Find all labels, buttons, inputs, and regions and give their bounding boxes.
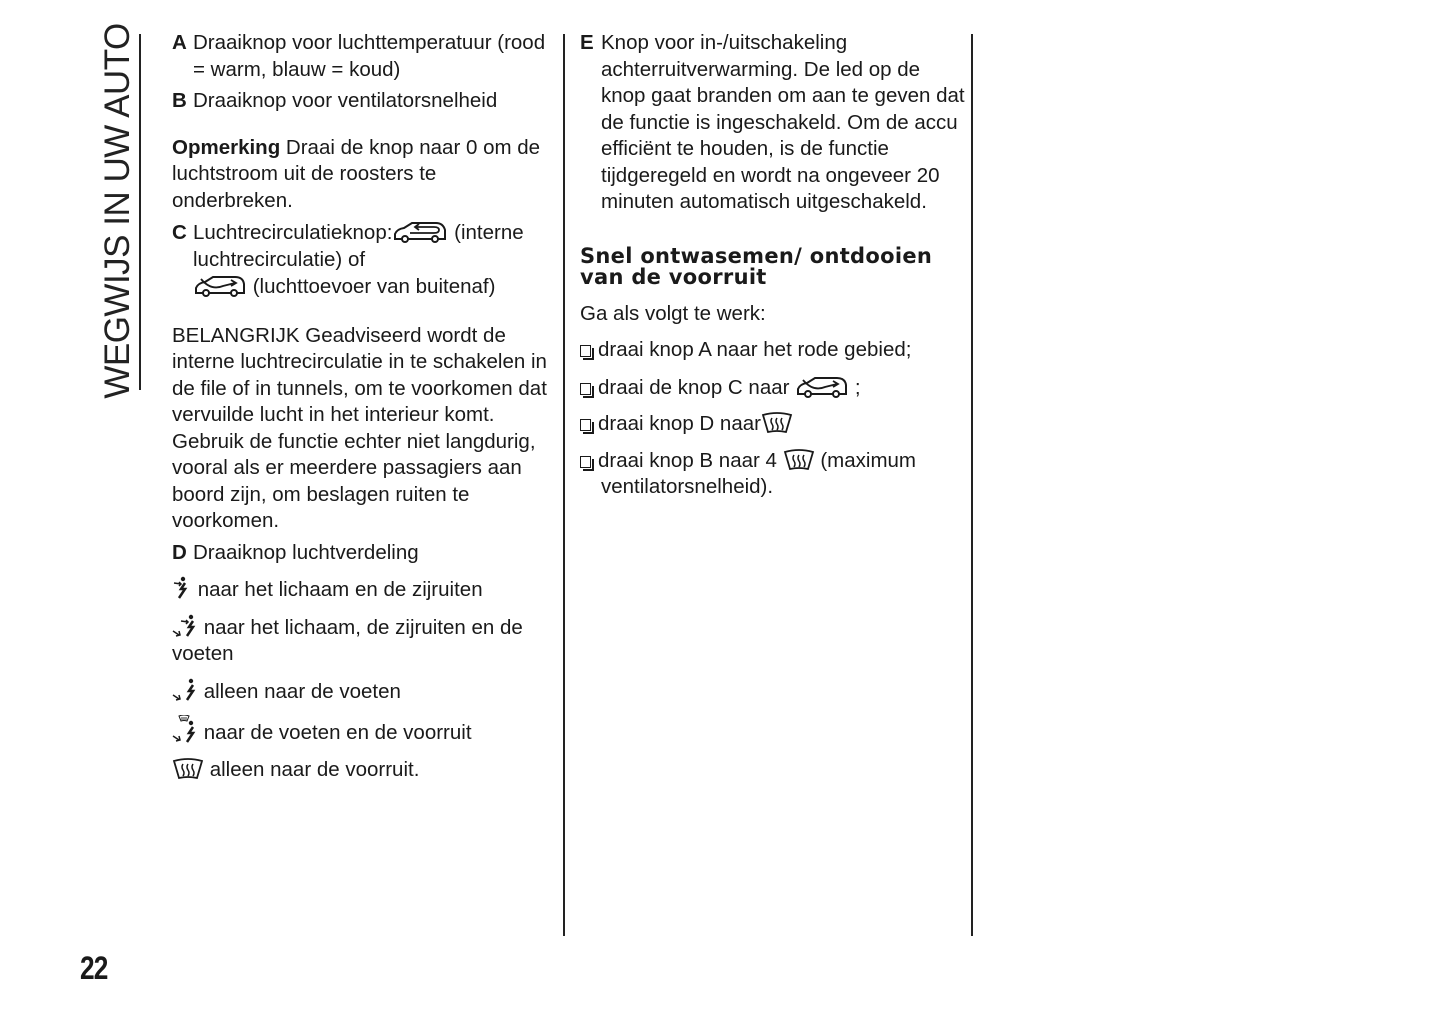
windscreen-defrost-icon	[761, 412, 793, 434]
checkbox-bullet	[580, 456, 591, 468]
column-divider	[563, 34, 565, 936]
step-1: draai knop A naar het rode gebied;	[580, 337, 965, 364]
mode-feet-windscreen: naar de voeten en de voorruit	[172, 715, 557, 747]
windscreen-defrost-icon	[172, 758, 204, 780]
intro-text: Ga als volgt te werk:	[580, 301, 766, 325]
section-title: WEGWIJS IN UW AUTO	[98, 23, 137, 399]
item-b: B Draaiknop voor ventilatorsnelheid	[172, 89, 498, 112]
mode-windscreen: alleen naar de voorruit.	[172, 757, 557, 784]
feet-windscreen-vent-icon	[172, 715, 198, 743]
outside-air-icon	[193, 273, 247, 297]
step-4: draai knop B naar 4 (maximum ventilatorsnelheid).	[580, 448, 965, 501]
page-number: 22	[80, 950, 108, 986]
step-3: draai knop D naar	[580, 411, 965, 438]
mode-feet: alleen naar de voeten	[172, 678, 557, 706]
title-rule	[139, 34, 141, 390]
item-e: E Knop voor in-/uitschakeling achterruitverwarming. De led op de knop gaat branden om aan te geven dat de functie is ingeschakeld. Om de accu efficiënt te houden, is de functie tijdgeregeld en wordt na ongeveer 20 minuten automatisch uitgeschakeld.	[580, 31, 965, 213]
section-heading: Snel ontwasemen/ ontdooien van de voorruit	[580, 243, 933, 289]
column-divider	[971, 34, 973, 936]
item-d: D Draaiknop luchtverdeling	[172, 540, 419, 564]
column-left	[172, 30, 557, 783]
column-right	[580, 30, 965, 501]
body-feet-vent-icon	[172, 614, 198, 638]
important-notice: BELANGRIJK Geadviseerd wordt de interne luchtrecirculatie in te schakelen in de file of in tunnels, om te voorkomen dat vervuilde lucht in het interieur komt. Gebruik de functie echter niet langdurig, vooral als er meerdere passagiers aan boord zijn, om beslagen ruiten te voorkomen.	[172, 323, 547, 532]
windscreen-defrost-icon	[783, 449, 815, 471]
body-vent-icon	[172, 576, 192, 600]
checkbox-bullet	[580, 383, 591, 395]
mode-body-feet: naar het lichaam, de zijruiten en de voeten	[172, 615, 523, 665]
item-c: C Luchtrecirculatieknop: (interne luchtrecirculatie) of (luchttoevoer van buitenaf)	[172, 221, 524, 298]
feet-vent-icon	[172, 678, 198, 702]
item-a: A Draaiknop voor luchttemperatuur (rood = warm, blauw = koud)	[172, 31, 546, 81]
outside-air-icon	[795, 374, 849, 398]
step-2: draai de knop C naar ;	[580, 374, 965, 402]
checkbox-bullet	[580, 419, 591, 431]
recirculation-icon	[392, 219, 448, 243]
note: Opmerking Draai de knop naar 0 om de luchtstroom uit de roosters te onderbreken.	[172, 135, 541, 212]
mode-body: naar het lichaam en de zijruiten	[172, 576, 557, 604]
checkbox-bullet	[580, 345, 591, 357]
